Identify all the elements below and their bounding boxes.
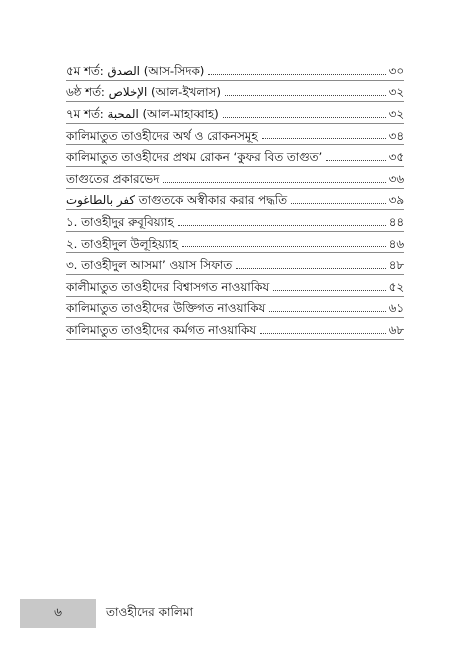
dot-leader bbox=[223, 116, 386, 118]
toc-entry-title: ৭ম শর্ত: المحبة (আল-মাহাব্বাহ) bbox=[66, 106, 219, 121]
dot-leader bbox=[236, 267, 386, 269]
dot-leader bbox=[182, 245, 386, 247]
toc-entry-title: ৬ষ্ঠ শর্ত: الإخلاص (আল-ইখলাস) bbox=[66, 85, 221, 100]
toc-entry-title: কালিমাতুত তাওহীদের প্রথম রোকন ‘কুফর বিত তাগুত’ bbox=[66, 150, 323, 165]
toc-entry-title: কালিমাতুত তাওহীদের উক্তিগত নাওয়াকিয bbox=[66, 301, 266, 316]
dot-leader bbox=[225, 94, 386, 96]
toc-entry-title: কালিমাতুত তাওহীদের অর্থ ও রোকনসমূহ bbox=[66, 128, 258, 143]
toc-entry[interactable] bbox=[66, 232, 404, 254]
toc-entry[interactable] bbox=[66, 297, 404, 319]
toc-entry[interactable] bbox=[66, 318, 404, 340]
dot-leader bbox=[326, 159, 385, 161]
toc-entry-page: ৬৮ bbox=[388, 322, 404, 337]
toc-entry-title: ৩. তাওহীদুল আসমা’ ওয়াস সিফাত bbox=[66, 258, 233, 273]
dot-leader bbox=[273, 289, 386, 291]
toc-entry-title: কালীমাতুত তাওহীদের বিশ্বাসগত নাওয়াকিয bbox=[66, 279, 270, 294]
toc-entry[interactable] bbox=[66, 124, 404, 146]
toc-entry[interactable] bbox=[66, 145, 404, 167]
toc-entry[interactable] bbox=[66, 59, 404, 81]
toc-entry-title: ২. তাওহীদুল উলূহিয়্যাহ bbox=[66, 236, 178, 251]
dot-leader bbox=[262, 137, 386, 139]
running-book-title: তাওহীদের কালিমা bbox=[106, 604, 193, 619]
dot-leader bbox=[291, 202, 386, 204]
toc-entry-page: ৩৯ bbox=[388, 193, 404, 208]
table-of-contents bbox=[66, 59, 404, 340]
toc-entry-page: ৩৬ bbox=[388, 171, 404, 186]
page-number: ৬ bbox=[54, 604, 62, 619]
dot-leader bbox=[260, 332, 386, 334]
toc-entry-page: ৩৪ bbox=[388, 128, 404, 143]
toc-entry-title: ৫ম শর্ত: الصدق (আস-সিদক) bbox=[66, 63, 205, 78]
toc-entry-page: ৩০ bbox=[388, 63, 404, 78]
toc-entry-page: ৩৫ bbox=[388, 150, 404, 165]
toc-entry[interactable] bbox=[66, 253, 404, 275]
toc-entry-page: ৪৪ bbox=[388, 214, 404, 229]
page-number-box bbox=[20, 599, 96, 628]
toc-entry-title: তাগুতের প্রকারভেদ bbox=[66, 171, 160, 186]
toc-entry[interactable] bbox=[66, 167, 404, 189]
toc-entry-page: ৫২ bbox=[388, 279, 404, 294]
toc-entry-page: ৪৮ bbox=[388, 258, 404, 273]
page-footer bbox=[20, 599, 452, 628]
dot-leader bbox=[163, 181, 385, 183]
toc-entry-title: কালিমাতুত তাওহীদের কর্মগত নাওয়াকিয bbox=[66, 322, 257, 337]
toc-entry[interactable] bbox=[66, 81, 404, 103]
dot-leader bbox=[208, 73, 385, 75]
toc-entry-page: ৩২ bbox=[388, 85, 404, 100]
toc-entry[interactable] bbox=[66, 210, 404, 232]
dot-leader bbox=[269, 310, 385, 312]
toc-entry[interactable] bbox=[66, 102, 404, 124]
toc-entry-title: ১. তাওহীদুর রুবূবিয়্যাহ bbox=[66, 214, 174, 229]
toc-entry-title: كفر بالطاغوت তাগুতকে অস্বীকার করার পদ্ধতি bbox=[66, 193, 288, 208]
toc-entry[interactable] bbox=[66, 275, 404, 297]
toc-entry-page: ৩২ bbox=[388, 106, 404, 121]
dot-leader bbox=[178, 224, 386, 226]
toc-entry[interactable] bbox=[66, 189, 404, 211]
toc-entry-page: ৪৬ bbox=[388, 236, 404, 251]
toc-entry-page: ৬১ bbox=[388, 301, 404, 316]
